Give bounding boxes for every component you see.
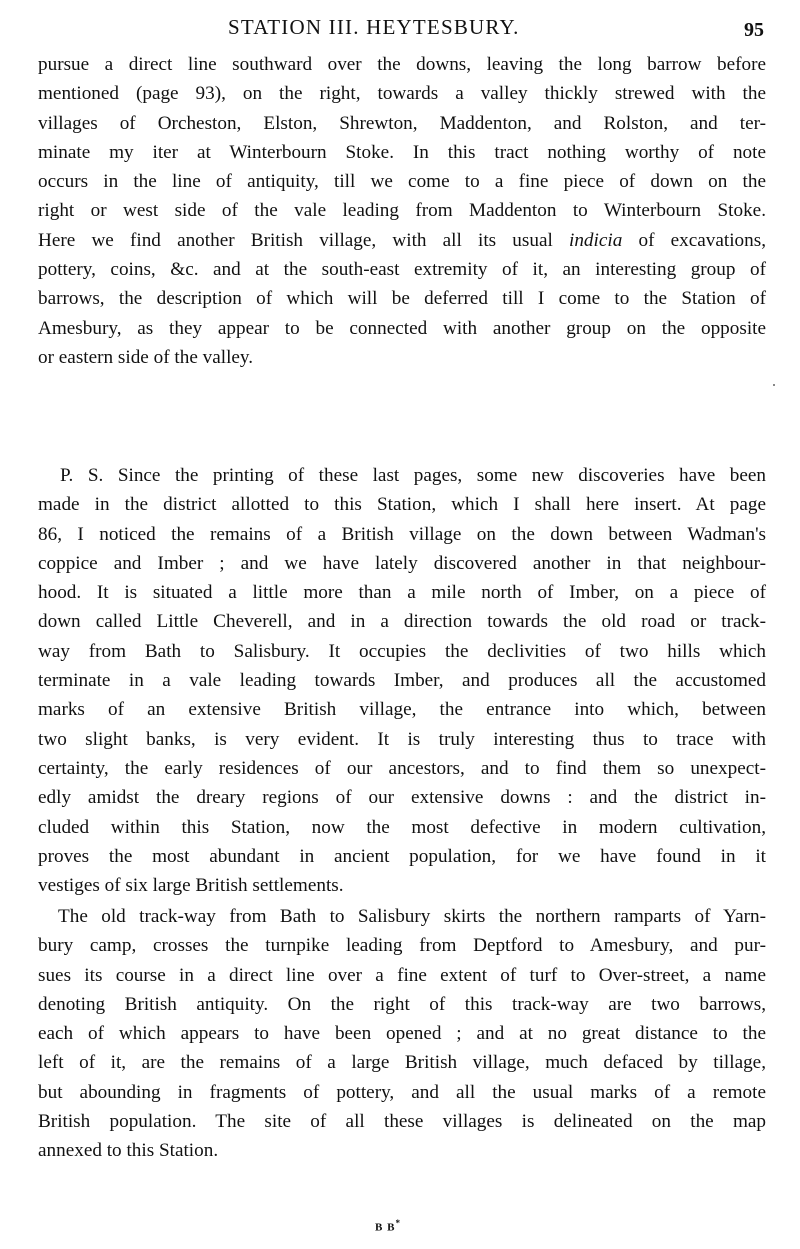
text-line: right or west side of the vale leading from Maddenton to Winterbourn Stoke.	[38, 200, 766, 222]
text-line: villages of Orcheston, Elston, Shrewton, Maddenton, and Rolston, and ter-	[38, 112, 766, 134]
text-line: pottery, coins, &c. and at the south-east extremity of it, an interesting group of	[38, 259, 766, 281]
scan-speck	[773, 384, 775, 386]
signature-asterisk: *	[395, 1218, 401, 1228]
text-line: terminate in a vale leading towards Imber, and produces all the accustomed	[38, 670, 766, 692]
signature-letters: B B	[375, 1221, 396, 1234]
text-line: hood. It is situated a little more than a mile north of Imber, on a piece of	[38, 582, 766, 604]
text-line: The old track-way from Bath to Salisbury skirts the northern ramparts of Yarn-	[58, 906, 766, 927]
text-line: British population. The site of all these villages is delineated on the map	[38, 1111, 766, 1133]
text-line: mentioned (page 93), on the right, towards a valley thickly strewed with the	[38, 83, 766, 105]
text-line: denoting British antiquity. On the right of this track-way are two barrows,	[38, 993, 766, 1015]
paragraph-1	[38, 50, 766, 372]
text-line: coppice and Imber ; and we have lately discovered another in that neighbour-	[38, 552, 766, 574]
text-segment: Here we find another British village, with all its usual	[38, 229, 569, 251]
text-line: way from Bath to Salisbury. It occupies the declivities of two hills which	[38, 640, 766, 662]
text-line: or eastern side of the valley.	[38, 346, 254, 368]
text-line: sues its course in a direct line over a fine extent of turf to Over-street, a name	[38, 964, 766, 986]
text-line: 86, I noticed the remains of a British village on the down between Wadman's	[38, 523, 766, 545]
text-line: annexed to this Station.	[38, 1140, 219, 1162]
text-line: P. S. Since the printing of these last pages, some new discoveries have been	[60, 465, 766, 486]
text-line: pursue a direct line southward over the downs, leaving the long barrow before	[38, 54, 766, 75]
italic-term: indicia	[569, 229, 623, 251]
text-line: cluded within this Station, now the most defective in modern cultivation,	[38, 816, 766, 838]
text-line: made in the district allotted to this Station, which I shall here insert. At page	[38, 494, 766, 516]
text-line: barrows, the description of which will be deferred till I come to the Station of	[38, 288, 766, 310]
printer-signature-mark	[375, 1218, 401, 1234]
text-line: down called Little Cheverell, and in a direction towards the old road or track-	[38, 611, 766, 633]
paragraph-postscript	[38, 461, 766, 900]
text-line-with-italic	[38, 226, 766, 255]
paragraph-trackway	[38, 902, 766, 1166]
text-line: Amesbury, as they appear to be connected with another group on the opposite	[38, 317, 766, 339]
text-line: vestiges of six large British settlements.	[38, 875, 344, 897]
text-line: each of which appears to have been opened ; and at no great distance to the	[38, 1023, 766, 1045]
text-line: occurs in the line of antiquity, till we come to a fine piece of down on the	[38, 171, 766, 193]
text-line: but abounding in fragments of pottery, and all the usual marks of a remote	[38, 1081, 766, 1103]
text-line: minate my iter at Winterbourn Stoke. In this tract nothing worthy of note	[38, 141, 766, 163]
text-line: edly amidst the dreary regions of our extensive downs : and the district in-	[38, 787, 766, 809]
text-line: bury camp, crosses the turnpike leading from Deptford to Amesbury, and pur-	[38, 935, 766, 957]
page-number: 95	[744, 19, 764, 41]
text-line: certainty, the early residences of our ancestors, and to find them so unexpect-	[38, 757, 766, 779]
text-line: two slight banks, is very evident. It is truly interesting thus to trace with	[38, 728, 766, 750]
text-line: left of it, are the remains of a large British village, much defaced by tillage,	[38, 1052, 766, 1074]
text-line: marks of an extensive British village, the entrance into which, between	[38, 699, 766, 721]
running-head	[0, 12, 800, 42]
text-segment: of excavations,	[622, 229, 766, 251]
running-title: STATION III. HEYTESBURY.	[228, 15, 520, 39]
text-line: proves the most abundant in ancient population, for we have found in it	[38, 845, 766, 867]
